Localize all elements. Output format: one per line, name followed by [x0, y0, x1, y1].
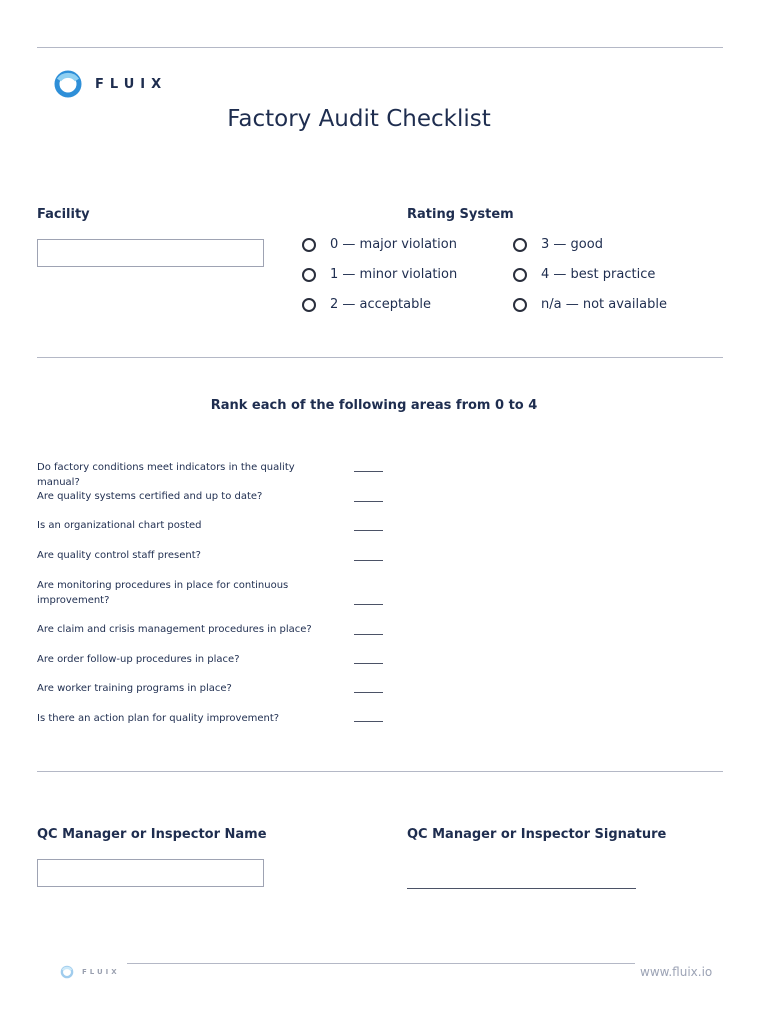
rating-option-label: n/a — not available	[541, 297, 667, 312]
footer-brand-name: FLUIX	[82, 968, 120, 976]
top-divider	[37, 47, 723, 48]
page-title: Factory Audit Checklist	[227, 106, 491, 132]
rating-option-label: 1 — minor violation	[330, 267, 458, 282]
radio-button[interactable]	[302, 268, 316, 282]
checklist-question: Are quality control staff present?	[37, 550, 201, 561]
rating-option-label: 4 — best practice	[541, 267, 656, 282]
answer-blank[interactable]	[354, 530, 383, 531]
answer-blank[interactable]	[354, 692, 383, 693]
answer-blank[interactable]	[354, 634, 383, 635]
section-divider	[37, 771, 723, 772]
radio-button[interactable]	[513, 238, 527, 252]
answer-blank[interactable]	[354, 604, 383, 605]
checklist-question: Are claim and crisis management procedures in place?	[37, 624, 312, 635]
footer-divider	[127, 963, 635, 964]
facility-label: Facility	[37, 207, 90, 222]
checklist-question: Are worker training programs in place?	[37, 683, 232, 694]
footer-logo	[60, 965, 120, 979]
brand-name: FLUIX	[95, 76, 168, 92]
footer-url[interactable]: www.fluix.io	[640, 965, 713, 979]
rating-system-title: Rating System	[407, 207, 514, 222]
ranking-instruction: Rank each of the following areas from 0 to 4	[210, 398, 538, 413]
checklist-question: Are monitoring procedures in place for continuous improvement?	[37, 580, 289, 606]
rating-option-1[interactable]	[302, 267, 457, 282]
answer-blank[interactable]	[354, 721, 383, 722]
answer-blank[interactable]	[354, 471, 383, 472]
checklist-question: Are order follow-up procedures in place?	[37, 654, 240, 665]
checklist-question: Do factory conditions meet indicators in the quality manual?	[37, 462, 295, 488]
section-divider	[37, 357, 723, 358]
radio-button[interactable]	[302, 238, 316, 252]
fluix-logo-icon	[60, 965, 74, 979]
brand-logo	[53, 69, 167, 99]
rating-option-2[interactable]	[302, 297, 431, 312]
answer-blank[interactable]	[354, 663, 383, 664]
rating-option-label: 3 — good	[541, 237, 603, 252]
inspector-name-input[interactable]	[37, 859, 264, 887]
radio-button[interactable]	[513, 268, 527, 282]
rating-option-label: 2 — acceptable	[330, 297, 431, 312]
checklist-question: Are quality systems certified and up to date?	[37, 491, 263, 502]
answer-blank[interactable]	[354, 501, 383, 502]
fluix-logo-icon	[53, 69, 83, 99]
radio-button[interactable]	[513, 298, 527, 312]
signature-line[interactable]	[407, 888, 636, 889]
radio-button[interactable]	[302, 298, 316, 312]
rating-option-na[interactable]	[513, 297, 667, 312]
checklist-question: Is there an action plan for quality improvement?	[37, 713, 280, 724]
checklist-question: Is an organizational chart posted	[37, 520, 202, 531]
inspector-signature-label: QC Manager or Inspector Signature	[407, 827, 667, 842]
rating-option-label: 0 — major violation	[330, 237, 457, 252]
answer-blank[interactable]	[354, 560, 383, 561]
rating-option-3[interactable]	[513, 237, 603, 252]
inspector-name-label: QC Manager or Inspector Name	[37, 827, 267, 842]
rating-option-0[interactable]	[302, 237, 457, 252]
facility-input[interactable]	[37, 239, 264, 267]
rating-option-4[interactable]	[513, 267, 655, 282]
